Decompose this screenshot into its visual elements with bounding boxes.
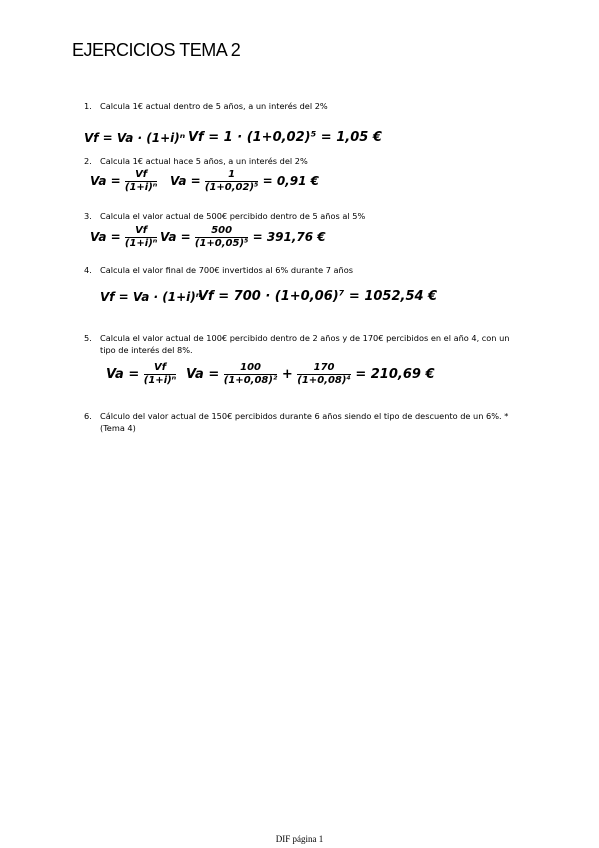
page-footer: DIF página 1: [275, 834, 324, 844]
handwritten-calculation: Vf = 1 · (1+0,02)⁵ = 1,05 €: [188, 130, 382, 145]
page-title: EJERCICIOS TEMA 2: [72, 40, 241, 60]
exercise-text: Calcula el valor final de 700€ invertidos al 6% durante 7 años: [100, 265, 354, 275]
exercise-number: 4.: [84, 265, 92, 275]
handwritten-calculation: Vf = 700 · (1+0,06)⁷ = 1052,54 €: [198, 289, 438, 304]
exercise-number: 2.: [84, 156, 92, 166]
exercise-number: 6.: [84, 411, 92, 421]
handwritten-calculation: Va = $\frac{1}{\text{(1+0,02)⁵}}$ = 0,91 €: [170, 169, 319, 193]
exercise-5: [84, 332, 524, 356]
exercise-number: 3.: [84, 211, 92, 221]
exercise-text: Calcula el valor actual de 100€ percibido dentro de 2 años y de 170€ percibidos en el año 4, con un tipo de interés del 8%.: [100, 333, 510, 355]
handwritten-formula: Va = $\frac{Vf}{\text{(1+i)ⁿ}}$: [90, 169, 158, 193]
exercise-3: [84, 210, 524, 222]
handwritten-calculation: Va = $\frac{500}{\text{(1+0,05)⁵}}$ = 391,76 €: [160, 225, 326, 249]
exercise-number: 1.: [84, 101, 92, 111]
handwritten-formula: Va = $\frac{Vf}{\text{(1+i)ⁿ}}$: [90, 225, 158, 249]
exercise-text: Calcula el valor actual de 500€ percibido dentro de 5 años al 5%: [100, 211, 366, 221]
exercise-text: Calcula 1€ actual hace 5 años, a un interés del 2%: [100, 156, 308, 166]
handwritten-calculation: Va = $\frac{100}{\text{(1+0,08)²}}$ + $\frac{170}{\text{(1+0,08)⁴}}$ = 210,69 €: [186, 362, 435, 386]
exercise-text: Calcula 1€ actual dentro de 5 años, a un interés del 2%: [100, 101, 328, 111]
exercise-4: [84, 264, 524, 276]
handwritten-formula: Vf = Va · (1+i)ⁿ: [84, 131, 186, 145]
exercise-2: [84, 155, 524, 167]
exercise-number: 5.: [84, 333, 92, 343]
handwritten-formula: Vf = Va · (1+i)ⁿ: [100, 290, 202, 304]
handwritten-formula: Va = $\frac{Vf}{\text{(1+i)ⁿ}}$: [106, 362, 177, 386]
exercise-text: Cálculo del valor actual de 150€ percibidos durante 6 años siendo el tipo de descuento de un 6%. * (Tema 4): [100, 411, 509, 433]
exercise-6: [84, 410, 524, 434]
exercise-1: [84, 100, 524, 112]
